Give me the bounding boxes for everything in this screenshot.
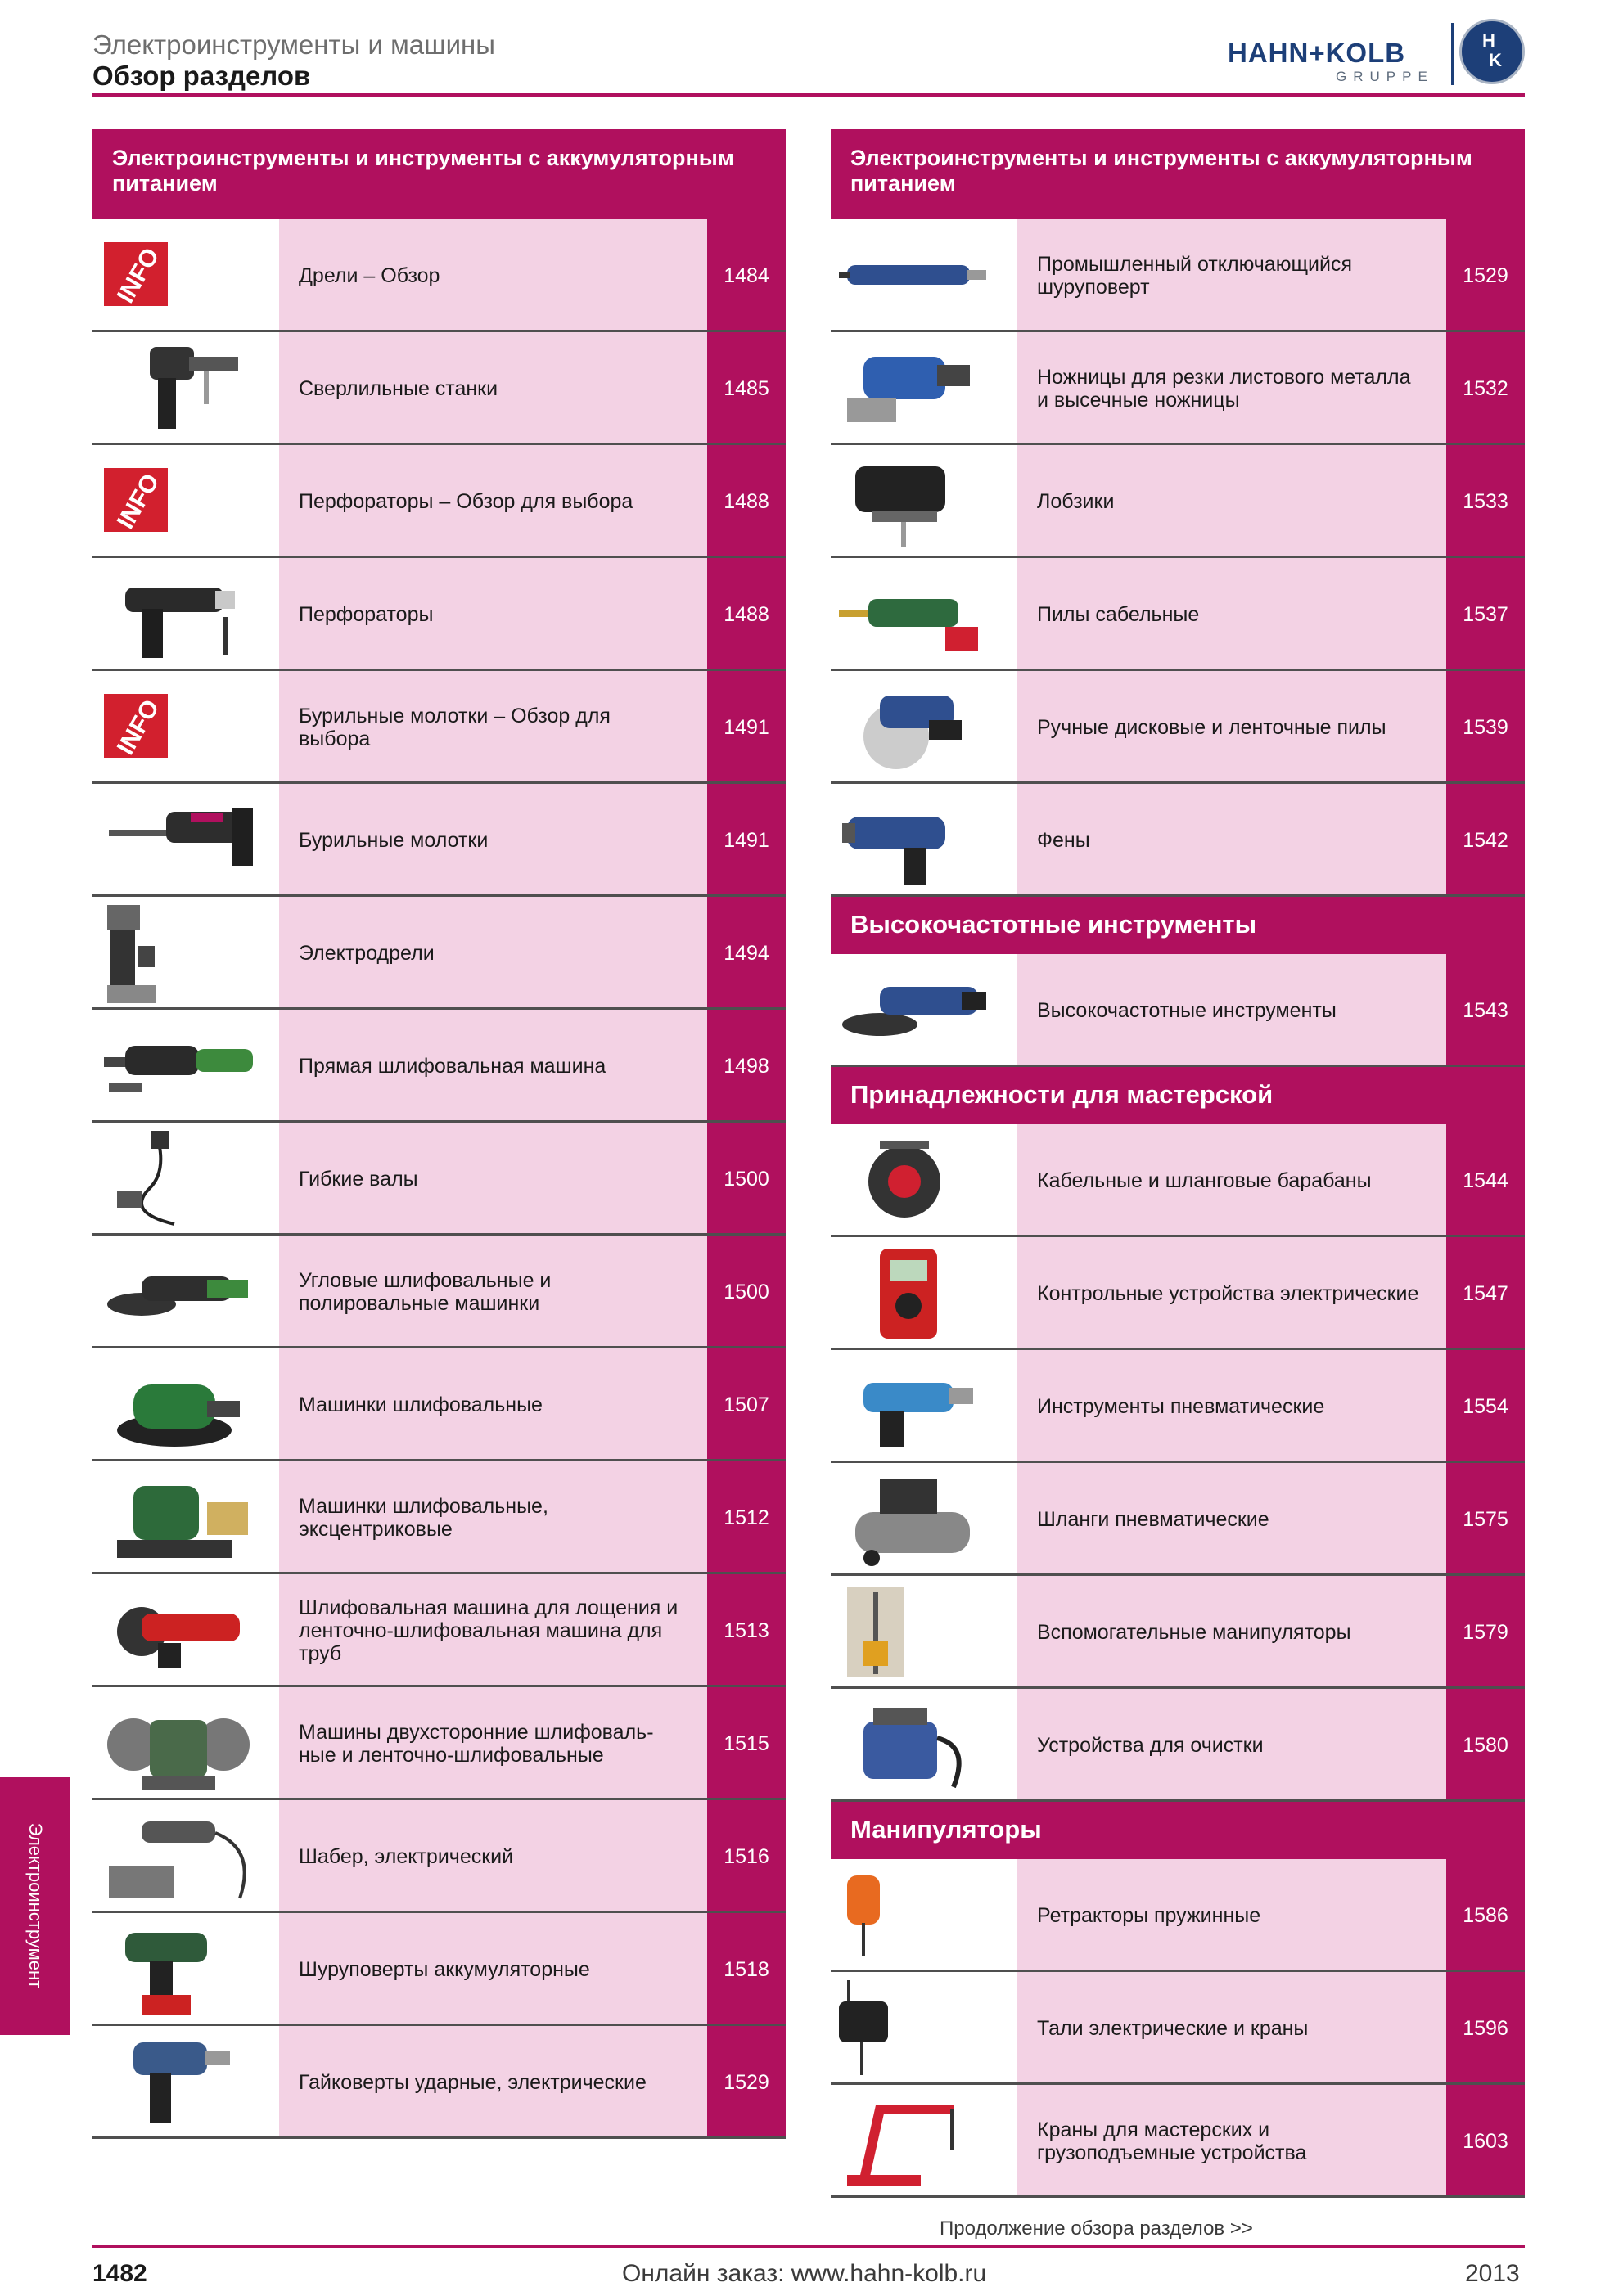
multimeter-icon — [831, 1237, 1017, 1350]
section-heading: Электроинструменты и инструменты с аккумуляторным питанием — [92, 129, 786, 217]
page-ref[interactable]: 1500 — [707, 1236, 786, 1348]
section-label: Прямая шлифовальная машина — [279, 1010, 707, 1123]
section-row[interactable] — [92, 1913, 786, 2026]
order-url[interactable]: Онлайн заказ: www.hahn-kolb.ru — [622, 2260, 987, 2287]
section-row[interactable] — [92, 219, 786, 332]
section-row[interactable] — [831, 1576, 1525, 1689]
section-label: Инструменты пневматические — [1017, 1350, 1446, 1463]
section-label: Бурильные молотки – Обзор для выбора — [279, 671, 707, 784]
page-ref[interactable]: 1543 — [1446, 954, 1525, 1067]
page-ref[interactable]: 1542 — [1446, 784, 1525, 897]
section-label: Машины двухсторонние шлифоваль-ные и ленточно-шлифовальные — [279, 1687, 707, 1800]
page-ref[interactable]: 1586 — [1446, 1859, 1525, 1972]
spring-balancer-icon — [831, 1859, 1017, 1972]
section-label: Фены — [1017, 784, 1446, 897]
page-ref[interactable]: 1491 — [707, 671, 786, 784]
compressor-icon — [831, 1463, 1017, 1576]
section-row[interactable] — [831, 1350, 1525, 1463]
logo-letter-h: H — [1482, 30, 1495, 51]
section-row[interactable] — [831, 1972, 1525, 2085]
page-ref[interactable]: 1529 — [707, 2026, 786, 2139]
section-row[interactable] — [831, 954, 1525, 1067]
page-ref[interactable]: 1544 — [1446, 1124, 1525, 1237]
section-row[interactable] — [92, 1348, 786, 1461]
section-label: Ручные дисковые и ленточные пилы — [1017, 671, 1446, 784]
page-ref[interactable]: 1507 — [707, 1348, 786, 1461]
section-list — [92, 219, 786, 2139]
section-row[interactable] — [831, 671, 1525, 784]
hammer-drill-icon — [92, 558, 279, 671]
info-icon — [92, 671, 279, 784]
page-ref[interactable]: 1488 — [707, 558, 786, 671]
drill-press-icon — [92, 332, 279, 445]
section-row[interactable] — [92, 1236, 786, 1348]
section-label: Дрели – Обзор — [279, 219, 707, 332]
page-ref[interactable]: 1485 — [707, 332, 786, 445]
eccentric-sander-icon — [92, 1461, 279, 1574]
page-ref[interactable]: 1500 — [707, 1123, 786, 1236]
section-heading: Принадлежности для мастерской — [831, 1067, 1525, 1122]
industrial-screwdriver-icon — [831, 219, 1017, 332]
scraper-icon — [92, 1800, 279, 1913]
section-row[interactable] — [92, 332, 786, 445]
page-ref[interactable]: 1488 — [707, 445, 786, 558]
page-number: 1482 — [92, 2260, 147, 2287]
metal-shears-icon — [831, 332, 1017, 445]
header-rule — [92, 93, 1525, 97]
straight-grinder-icon — [92, 1010, 279, 1123]
section-label: Устройства для очистки — [1017, 1689, 1446, 1802]
section-row[interactable] — [831, 1237, 1525, 1350]
page-ref[interactable]: 1494 — [707, 897, 786, 1010]
electric-hoist-icon — [831, 1972, 1017, 2085]
hf-grinder-icon — [831, 954, 1017, 1067]
section-row[interactable] — [92, 445, 786, 558]
section-label: Ножницы для резки листового металла и высечные ножницы — [1017, 332, 1446, 445]
section-label: Лобзики — [1017, 445, 1446, 558]
right-section-column — [831, 129, 1525, 2198]
pipe-sander-icon — [92, 1574, 279, 1687]
svg-text:INFO: INFO — [111, 243, 165, 308]
section-row[interactable] — [831, 219, 1525, 332]
section-label: Перфораторы – Обзор для выбора — [279, 445, 707, 558]
section-label: Контрольные устройства электрические — [1017, 1237, 1446, 1350]
bench-grinder-icon — [92, 1687, 279, 1800]
section-row[interactable] — [831, 784, 1525, 897]
section-row[interactable] — [831, 558, 1525, 671]
page-ref[interactable]: 1513 — [707, 1574, 786, 1687]
svg-text:INFO: INFO — [111, 695, 165, 760]
pneumatic-tool-icon — [831, 1350, 1017, 1463]
page-ref[interactable]: 1539 — [1446, 671, 1525, 784]
brand-logo-subtext: GRUPPE — [1336, 69, 1434, 84]
orbital-sander-icon — [92, 1348, 279, 1461]
page-ref[interactable]: 1515 — [707, 1687, 786, 1800]
section-label: Машинки шлифовальные, эксцентриковые — [279, 1461, 707, 1574]
page-ref[interactable]: 1518 — [707, 1913, 786, 2026]
section-row[interactable] — [92, 784, 786, 897]
section-label: Сверлильные станки — [279, 332, 707, 445]
section-label: Пилы сабельные — [1017, 558, 1446, 671]
page-ref[interactable]: 1491 — [707, 784, 786, 897]
left-section-column — [92, 129, 786, 2139]
section-label: Высокочастотные инструменты — [1017, 954, 1446, 1067]
page-ref[interactable]: 1579 — [1446, 1576, 1525, 1689]
section-heading: Манипуляторы — [831, 1802, 1525, 1857]
jigsaw-icon — [831, 445, 1017, 558]
catalog-year: 2013 — [1465, 2260, 1520, 2287]
section-row[interactable] — [831, 1124, 1525, 1237]
section-label: Ретракторы пружинные — [1017, 1859, 1446, 1972]
section-label: Электродрели — [279, 897, 707, 1010]
section-label: Гибкие валы — [279, 1123, 707, 1236]
vacuum-cleaner-icon — [831, 1689, 1017, 1802]
section-row[interactable] — [831, 332, 1525, 445]
page-ref[interactable]: 1529 — [1446, 219, 1525, 332]
impact-wrench-icon — [92, 2026, 279, 2139]
section-heading: Электроинструменты и инструменты с аккумуляторным питанием — [831, 129, 1525, 217]
brand-logo-text: HAHN+KOLB — [1228, 38, 1406, 68]
info-icon — [92, 219, 279, 332]
section-row[interactable] — [831, 1689, 1525, 1802]
section-label: Машинки шлифовальные — [279, 1348, 707, 1461]
section-label: Промышленный отключающийся шуруповерт — [1017, 219, 1446, 332]
page-ref[interactable]: 1580 — [1446, 1689, 1525, 1802]
continue-link[interactable]: Продолжение обзора разделов >> — [940, 2217, 1253, 2240]
section-row[interactable] — [831, 1859, 1525, 1972]
section-label: Шлифовальная машина для лощения и ленточно-шлифовальная машина для труб — [279, 1574, 707, 1687]
logo-letter-k: K — [1489, 50, 1502, 70]
section-row[interactable] — [92, 1800, 786, 1913]
page-ref[interactable]: 1575 — [1446, 1463, 1525, 1576]
manipulator-icon — [831, 1576, 1017, 1689]
page-ref[interactable]: 1596 — [1446, 1972, 1525, 2085]
section-label: Гайковерты ударные, электрические — [279, 2026, 707, 2139]
section-row[interactable] — [92, 1010, 786, 1123]
chapter-side-tab[interactable] — [0, 1777, 70, 2035]
rotary-hammer-icon — [92, 784, 279, 897]
workshop-crane-icon — [831, 2085, 1017, 2198]
heat-gun-icon — [831, 784, 1017, 897]
page-ref[interactable]: 1532 — [1446, 332, 1525, 445]
page-ref[interactable]: 1512 — [707, 1461, 786, 1574]
page-ref[interactable]: 1533 — [1446, 445, 1525, 558]
page-title: Обзор разделов — [92, 61, 311, 91]
section-label: Тали электрические и краны — [1017, 1972, 1446, 2085]
section-title: Электроинструменты и машины — [92, 29, 496, 60]
info-icon — [92, 445, 279, 558]
section-row[interactable] — [831, 1463, 1525, 1576]
section-label: Кабельные и шланговые барабаны — [1017, 1124, 1446, 1237]
section-row[interactable] — [92, 1123, 786, 1236]
page-ref[interactable]: 1554 — [1446, 1350, 1525, 1463]
magnetic-drill-icon — [92, 897, 279, 1010]
circular-saw-icon — [831, 671, 1017, 784]
section-row[interactable] — [92, 1461, 786, 1574]
logo-divider — [1451, 23, 1454, 85]
section-label: Вспомогательные манипуляторы — [1017, 1576, 1446, 1689]
section-row[interactable] — [92, 558, 786, 671]
section-label: Угловые шлифовальные и полировальные машинки — [279, 1236, 707, 1348]
footer-rule — [92, 2245, 1525, 2248]
section-label: Бурильные молотки — [279, 784, 707, 897]
page-ref[interactable]: 1516 — [707, 1800, 786, 1913]
section-row[interactable] — [831, 2085, 1525, 2198]
section-label: Краны для мастерских и грузоподъемные устройства — [1017, 2085, 1446, 2198]
svg-text:INFO: INFO — [111, 469, 165, 534]
cordless-screwdriver-icon — [92, 1913, 279, 2026]
section-label: Шуруповерты аккумуляторные — [279, 1913, 707, 2026]
section-label: Шабер, электрический — [279, 1800, 707, 1913]
section-row[interactable] — [92, 2026, 786, 2139]
flexible-shaft-icon — [92, 1123, 279, 1236]
section-row[interactable] — [92, 671, 786, 784]
section-label: Перфораторы — [279, 558, 707, 671]
page-ref[interactable]: 1484 — [707, 219, 786, 332]
page-ref[interactable]: 1537 — [1446, 558, 1525, 671]
section-row[interactable] — [92, 1687, 786, 1800]
brand-logo-emblem — [1459, 19, 1525, 84]
cable-reel-icon — [831, 1124, 1017, 1237]
section-row[interactable] — [92, 1574, 786, 1687]
page-ref[interactable]: 1547 — [1446, 1237, 1525, 1350]
page-ref[interactable]: 1498 — [707, 1010, 786, 1123]
chapter-side-tab-label: Электроинструмент — [25, 1822, 46, 1989]
section-row[interactable] — [831, 445, 1525, 558]
section-label: Шланги пневматические — [1017, 1463, 1446, 1576]
angle-grinder-icon — [92, 1236, 279, 1348]
sabre-saw-icon — [831, 558, 1017, 671]
section-row[interactable] — [92, 897, 786, 1010]
section-heading: Высокочастотные инструменты — [831, 897, 1525, 952]
page-ref[interactable]: 1603 — [1446, 2085, 1525, 2198]
